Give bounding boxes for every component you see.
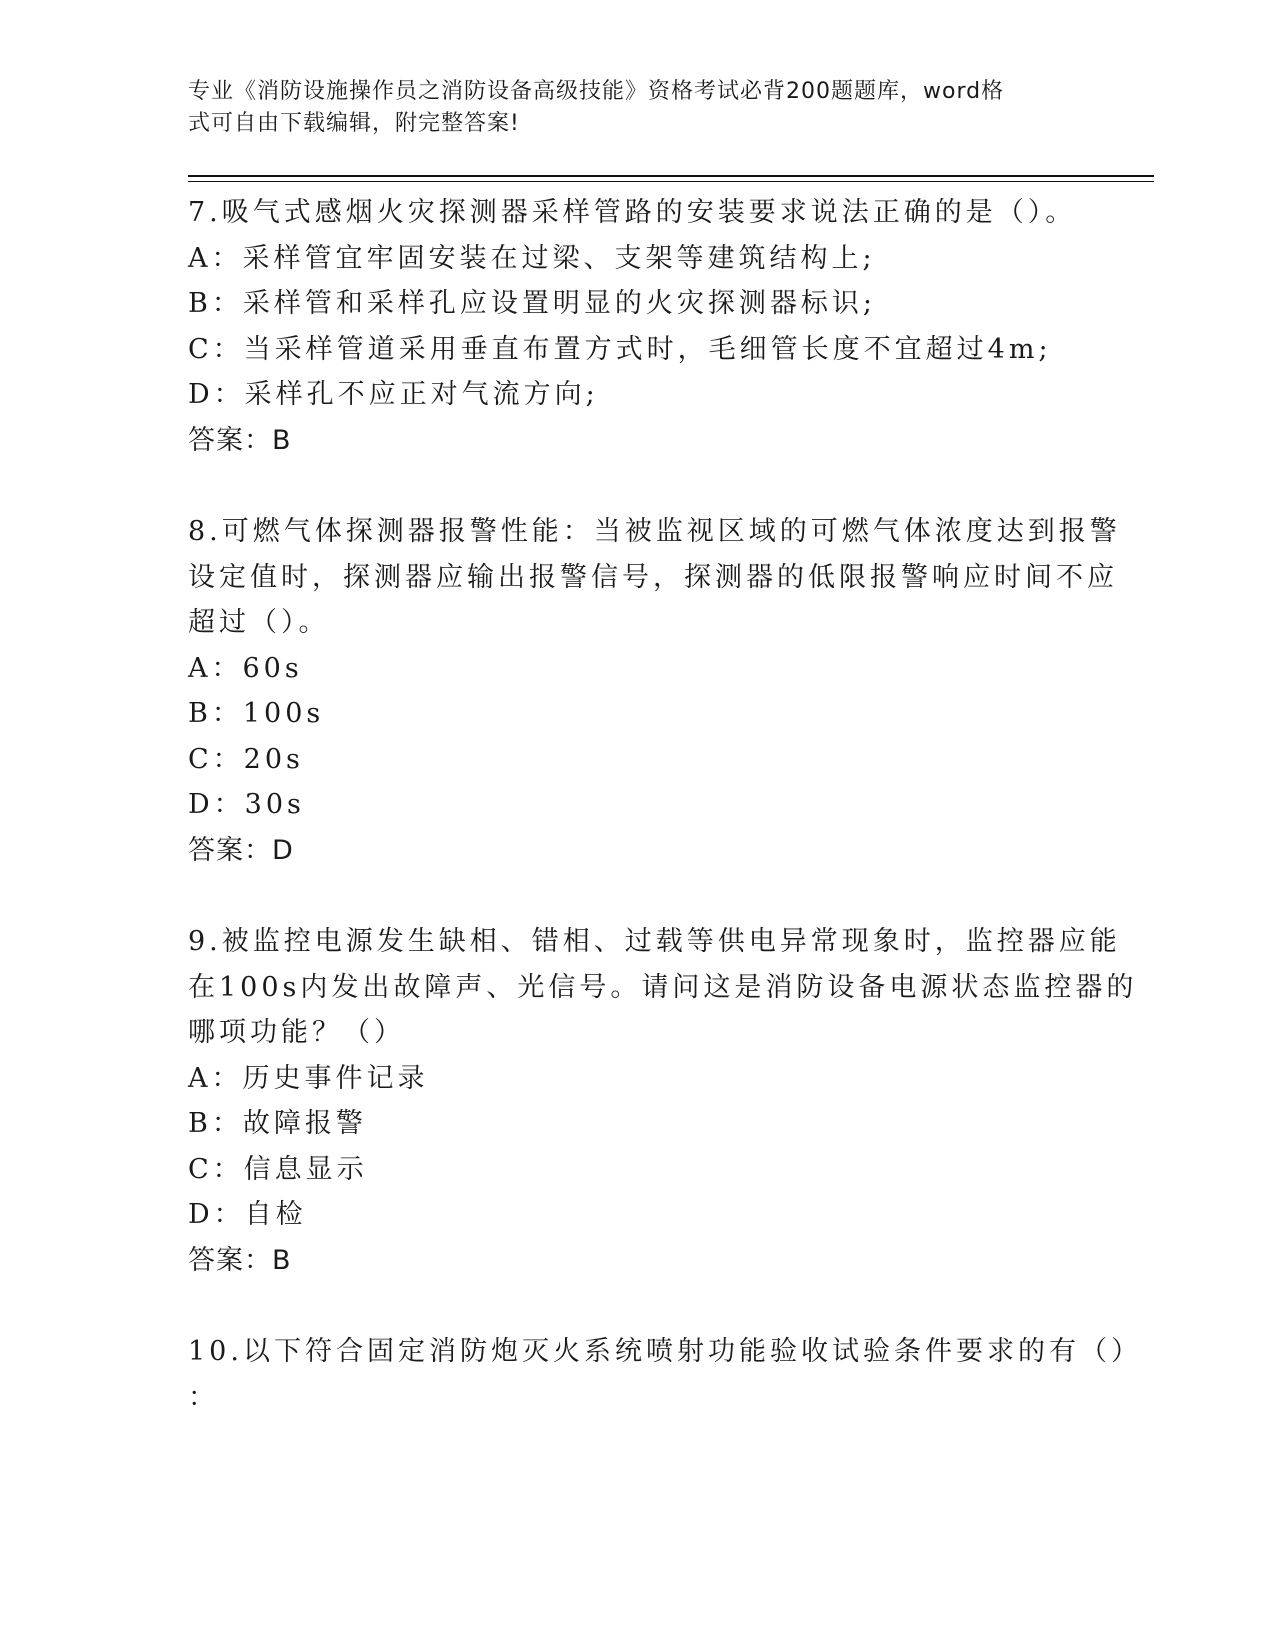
question-text: ： xyxy=(188,1381,219,1413)
question-list xyxy=(188,190,1142,1420)
option-b: B：100s xyxy=(188,698,325,729)
option-d: D：30s xyxy=(188,789,305,820)
header-divider-top xyxy=(188,175,1154,177)
question-block xyxy=(188,190,1077,463)
question-block xyxy=(188,509,1121,873)
question-text: 9.被监控电源发生缺相、错相、过载等供电异常现象时，监控器应能 xyxy=(188,926,1121,957)
option-b: B：采样管和采样孔应设置明显的火灾探测器标识; xyxy=(188,288,876,319)
option-a: A：采样管宜牢固安装在过梁、支架等建筑结构上; xyxy=(188,242,876,274)
option-c: C：当采样管道采用垂直布置方式时，毛细管长度不宜超过4m; xyxy=(188,333,1052,365)
option-d: D：自检 xyxy=(188,1199,307,1230)
header-line-2: 式可自由下载编辑，附完整答案! xyxy=(188,111,520,136)
header-divider-bottom xyxy=(188,181,1154,182)
question-text: 8.可燃气体探测器报警性能：当被监视区域的可燃气体浓度达到报警 xyxy=(188,516,1121,547)
question-text: 7.吸气式感烟火灾探测器采样管路的安装要求说法正确的是（）。 xyxy=(188,197,1077,228)
option-a: A：60s xyxy=(188,652,303,684)
option-c: C：信息显示 xyxy=(188,1153,368,1185)
header-line-1: 专业《消防设施操作员之消防设备高级技能》资格考试必背200题题库，word格 xyxy=(188,79,1005,104)
spacer xyxy=(188,463,1068,509)
question-block xyxy=(188,919,1138,1283)
document-header xyxy=(188,76,1068,140)
spacer xyxy=(188,873,1068,919)
question-block xyxy=(188,1329,1142,1420)
answer: 答案：D xyxy=(188,834,294,866)
question-text: 10.以下符合固定消防炮灭火系统喷射功能验收试验条件要求的有（） xyxy=(188,1336,1142,1367)
question-text: 超过（）。 xyxy=(188,607,330,638)
question-text: 哪项功能？（） xyxy=(188,1017,405,1048)
spacer xyxy=(188,1283,1068,1329)
answer: 答案：B xyxy=(188,424,292,456)
option-c: C：20s xyxy=(188,743,304,775)
answer: 答案：B xyxy=(188,1244,292,1276)
option-d: D：采样孔不应正对气流方向; xyxy=(188,379,599,410)
question-text: 在100s内发出故障声、光信号。请问这是消防设备电源状态监控器的 xyxy=(188,971,1138,1003)
option-a: A：历史事件记录 xyxy=(188,1062,429,1094)
question-text: 设定值时，探测器应输出报警信号，探测器的低限报警响应时间不应 xyxy=(188,561,1118,593)
option-b: B：故障报警 xyxy=(188,1108,367,1139)
